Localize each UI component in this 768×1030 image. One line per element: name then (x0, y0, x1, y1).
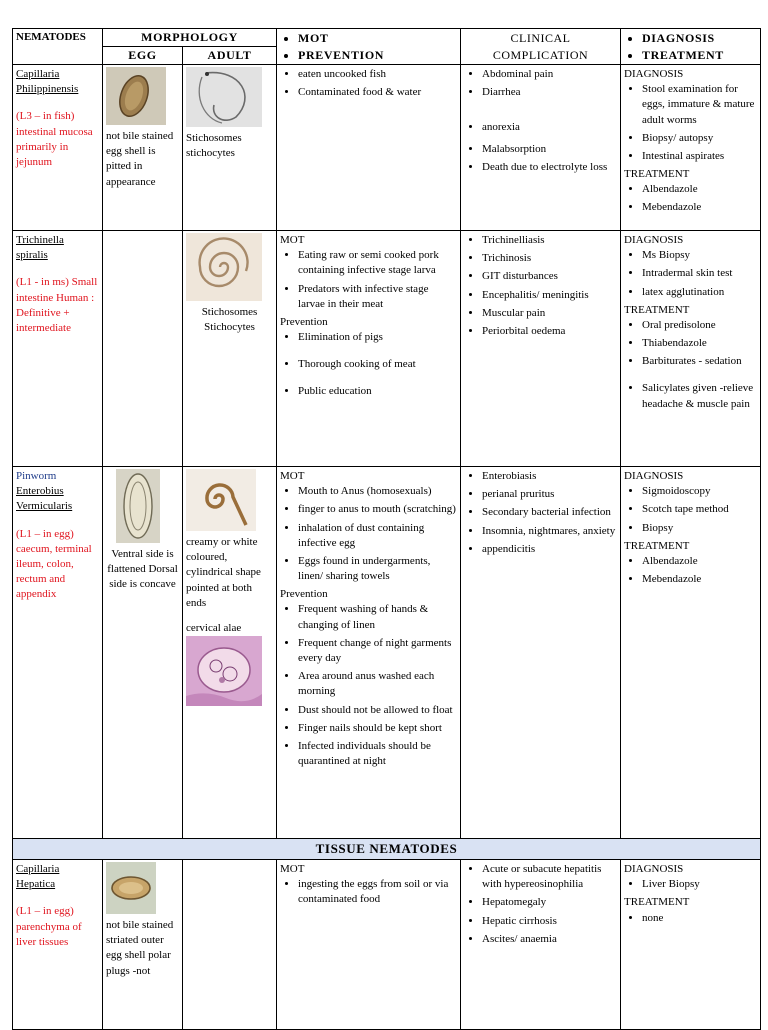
list-item: • Malabsorption (482, 142, 617, 157)
adult-cell (183, 467, 277, 839)
diagnosis-cell (621, 65, 761, 231)
header-adult: ADULT (183, 47, 277, 65)
nematode-stage: (L1 – in egg) caecum, terminal ileum, colon, rectum and appendix (16, 527, 92, 601)
list-item: • Acute or subacute hepatitis with hypereosinophilia (482, 862, 617, 892)
histology-image (186, 636, 262, 706)
table-row (13, 467, 761, 839)
egg-caption: not bile stained striated outer egg shell polar plugs -not (106, 919, 174, 977)
nematode-name-line1: Trichinella (16, 234, 64, 247)
header-nematodes: NEMATODES (13, 29, 103, 65)
list-item: • Salicylates given -relieve headache & muscle pain (642, 381, 757, 411)
egg-image (116, 469, 160, 543)
clinical-list (464, 469, 617, 557)
list-item: • Oral predisolone (642, 318, 757, 333)
treatment-label: TREATMENT (624, 168, 690, 181)
mot-cell (277, 231, 461, 467)
header-diagnosis-treatment (621, 29, 761, 65)
header-clinical-line2: COMPLICATION (492, 47, 589, 62)
header-prevention: • PREVENTION (298, 47, 457, 64)
list-item: • latex agglutination (642, 285, 757, 300)
list-item: • Diarrhea (482, 85, 617, 100)
clinical-cell (461, 860, 621, 1030)
list-item: • Biopsy (642, 521, 757, 536)
mot-list (280, 484, 457, 584)
prevention-label: Prevention (280, 588, 328, 601)
diagnosis-list (624, 484, 757, 536)
clinical-cell (461, 231, 621, 467)
list-item: • Liver Biopsy (642, 877, 757, 892)
list-item: • Eating raw or semi cooked pork containing infective stage larva (298, 248, 457, 278)
mot-cell (277, 860, 461, 1030)
tissue-nematodes-header: TISSUE NEMATODES (13, 839, 761, 860)
header-clinical (461, 29, 621, 65)
nematode-cell (13, 231, 103, 467)
adult-cell (183, 231, 277, 467)
list-item: • Frequent washing of hands & changing of linen (298, 602, 457, 632)
list-item: • Sigmoidoscopy (642, 484, 757, 499)
prevention-label: Prevention (280, 315, 328, 328)
list-item: • Ascites/ anaemia (482, 932, 617, 947)
list-item: • Trichinelliasis (482, 233, 617, 248)
adult-caption: Stichosomes stichocytes (186, 132, 242, 160)
table-row (13, 65, 761, 231)
clinical-list (464, 233, 617, 339)
list-item: • Secondary bacterial infection (482, 505, 617, 520)
nematode-common-name: Pinworm (16, 470, 57, 483)
mot-list (280, 248, 457, 312)
list-item: • perianal pruritus (482, 487, 617, 502)
list-item: • Muscular pain (482, 306, 617, 321)
diagnosis-list (624, 82, 757, 164)
adult-caption-2: cervical alae (186, 621, 242, 634)
adult-worm-image (186, 67, 262, 127)
header-treatment: • TREATMENT (642, 47, 757, 64)
adult-larva-image (186, 233, 262, 301)
list-item: • Encephalitis/ meningitis (482, 288, 617, 303)
mot-label: MOT (280, 863, 305, 876)
nematode-cell (13, 860, 103, 1030)
adult-worm-image (186, 469, 256, 531)
nematode-name-line2: Hepatica (16, 878, 56, 891)
list-item: • ingesting the eggs from soil or via contaminated food (298, 877, 457, 907)
nematode-stage: (L1 – in egg) parenchyma of liver tissues (16, 905, 82, 948)
diagnosis-list (624, 248, 757, 300)
section-header-row (13, 839, 761, 860)
diagnosis-cell (621, 231, 761, 467)
treatment-list (624, 182, 757, 215)
clinical-cell (461, 65, 621, 231)
adult-caption: creamy or white coloured, cylindrical shape pointed at both ends (186, 536, 261, 609)
adult-cell (183, 65, 277, 231)
list-item: • Thorough cooking of meat (298, 357, 457, 372)
clinical-list (464, 862, 617, 947)
header-clinical-line1: CLINICAL (510, 31, 571, 45)
list-item: • finger to anus to mouth (scratching) (298, 502, 457, 517)
prevention-list (280, 602, 457, 769)
adult-caption: Stichosomes Stichocytes (201, 306, 258, 334)
list-item: • Intestinal aspirates (642, 149, 757, 164)
mot-list (280, 67, 457, 100)
diagnosis-list (624, 877, 757, 892)
list-item: • Periorbital oedema (482, 324, 617, 339)
list-item: • Area around anus washed each morning (298, 669, 457, 699)
list-item: • Enterobiasis (482, 469, 617, 484)
list-item: • Dust should not be allowed to float (298, 703, 457, 718)
list-item: • Mouth to Anus (homosexuals) (298, 484, 457, 499)
treatment-label: TREATMENT (624, 539, 690, 552)
list-item: • Abdominal pain (482, 67, 617, 82)
header-morphology: MORPHOLOGY (103, 29, 277, 47)
list-item: • Ms Biopsy (642, 248, 757, 263)
header-mot-prevention (277, 29, 461, 65)
treatment-label: TREATMENT (624, 303, 690, 316)
nematode-name-line2: spiralis (16, 249, 48, 262)
nematode-name-line2: Vermicularis (16, 500, 73, 513)
egg-cell (103, 467, 183, 839)
header-diagnosis: • DIAGNOSIS (642, 30, 757, 47)
header-mot: • MOT (298, 30, 457, 47)
egg-image (106, 67, 166, 125)
list-item: • Mebendazole (642, 200, 757, 215)
table-row (13, 231, 761, 467)
list-item: • Hepatomegaly (482, 895, 617, 910)
header-egg: EGG (103, 47, 183, 65)
nematode-name-line1: Enterobius (16, 485, 64, 498)
list-item: • anorexia (482, 120, 617, 135)
nematode-cell (13, 65, 103, 231)
list-item: • Death due to electrolyte loss (482, 160, 617, 175)
list-item: • Infected individuals should be quarantined at night (298, 739, 457, 769)
mot-label: MOT (280, 234, 305, 247)
diagnosis-label: DIAGNOSIS (624, 68, 684, 81)
egg-caption: Ventral side is flattened Dorsal side is concave (107, 548, 178, 591)
nematode-stage: (L1 - in ms) Small intestine Human : Definitive + intermediate (16, 276, 98, 334)
clinical-cell (461, 467, 621, 839)
egg-image (106, 862, 156, 914)
egg-cell (103, 860, 183, 1030)
egg-caption: not bile stained egg shell is pitted in appearance (106, 130, 174, 188)
diagnosis-cell (621, 467, 761, 839)
list-item: • Albendazole (642, 554, 757, 569)
egg-cell (103, 65, 183, 231)
list-item: • Biopsy/ autopsy (642, 131, 757, 146)
diagnosis-label: DIAGNOSIS (624, 234, 684, 247)
prevention-list (280, 330, 457, 400)
diagnosis-cell (621, 860, 761, 1030)
nematodes-table (12, 28, 761, 1030)
list-item: • Barbiturates - sedation (642, 354, 757, 369)
list-item: • Mebendazole (642, 572, 757, 587)
nematode-stage: (L3 – in fish) intestinal mucosa primarily in jejunum (16, 110, 93, 168)
list-item: • Contaminated food & water (298, 85, 457, 100)
list-item: • appendicitis (482, 542, 617, 557)
mot-cell (277, 65, 461, 231)
nematode-cell (13, 467, 103, 839)
egg-cell (103, 231, 183, 467)
list-item: • inhalation of dust containing infective egg (298, 521, 457, 551)
list-item: • Eggs found in undergarments, linen/ sharing towels (298, 554, 457, 584)
list-item: • eaten uncooked fish (298, 67, 457, 82)
treatment-list (624, 911, 757, 926)
list-item: • Insomnia, nightmares, anxiety (482, 524, 617, 539)
list-item: • Predators with infective stage larvae in their meat (298, 282, 457, 312)
mot-label: MOT (280, 470, 305, 483)
treatment-list (624, 554, 757, 587)
header-row-1 (13, 29, 761, 47)
clinical-list (464, 67, 617, 175)
list-item: • Albendazole (642, 182, 757, 197)
nematode-name-line2: Philippinensis (16, 83, 79, 96)
diagnosis-label: DIAGNOSIS (624, 470, 684, 483)
list-item: • Intradermal skin test (642, 266, 757, 281)
adult-cell (183, 860, 277, 1030)
list-item: • none (642, 911, 757, 926)
diagnosis-label: DIAGNOSIS (624, 863, 684, 876)
mot-list (280, 877, 457, 907)
mot-cell (277, 467, 461, 839)
list-item: • Hepatic cirrhosis (482, 914, 617, 929)
list-item: • Public education (298, 384, 457, 399)
treatment-list (624, 318, 757, 412)
table-row (13, 860, 761, 1030)
treatment-label: TREATMENT (624, 896, 690, 909)
nematode-name-line1: Capillaria (16, 863, 60, 876)
list-item: • Finger nails should be kept short (298, 721, 457, 736)
nematode-name-line1: Capillaria (16, 68, 60, 81)
list-item: • Frequent change of night garments every day (298, 636, 457, 666)
list-item: • Thiabendazole (642, 336, 757, 351)
list-item: • Scotch tape method (642, 502, 757, 517)
list-item: • GIT disturbances (482, 269, 617, 284)
nematodes-table-page (12, 28, 760, 1028)
list-item: • Trichinosis (482, 251, 617, 266)
list-item: • Stool examination for eggs, immature & mature adult worms (642, 82, 757, 128)
list-item: • Elimination of pigs (298, 330, 457, 345)
